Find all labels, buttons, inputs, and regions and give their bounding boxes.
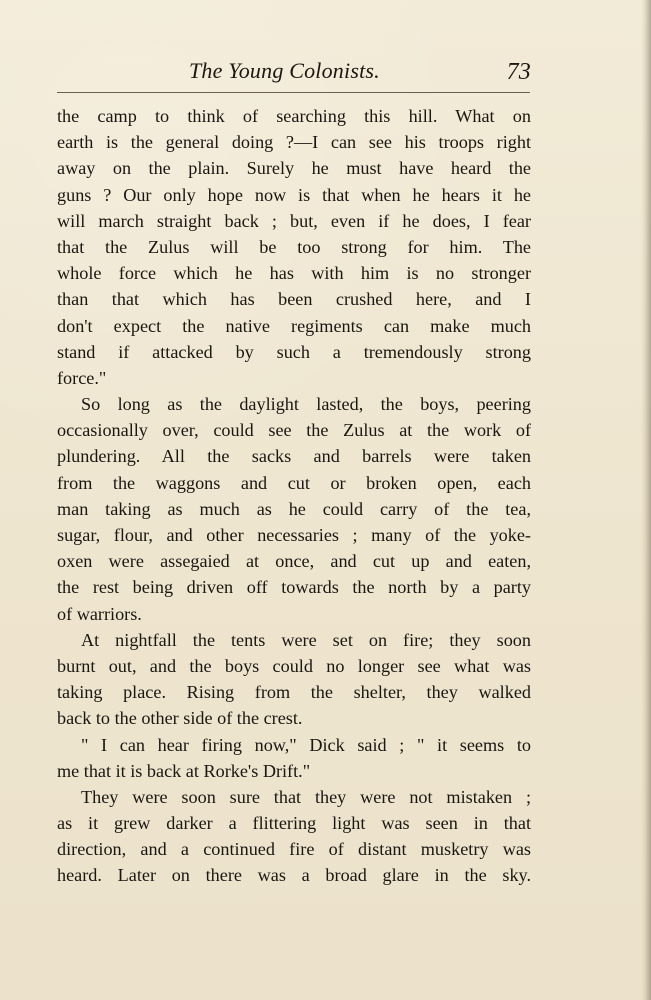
book-title: The Young Colonists.: [189, 58, 380, 83]
text-line: the rest being driven off towards the north by a party: [57, 577, 531, 598]
text-line: guns ? Our only hope now is that when he hears it he: [57, 184, 531, 205]
text-line: as it grew darker a flittering light was seen in that: [57, 813, 531, 834]
page-edge-shadow: [641, 0, 651, 1000]
text-line: So long as the daylight lasted, the boys, peering: [81, 394, 531, 415]
running-head: [57, 50, 537, 90]
header-rule: [57, 92, 530, 93]
text-line: taking place. Rising from the shelter, they walked: [57, 682, 531, 703]
text-line: occasionally over, could see the Zulus at the work of: [57, 420, 531, 441]
text-line: They were soon sure that they were not mistaken ;: [81, 786, 531, 807]
text-line: away on the plain. Surely he must have heard the: [57, 158, 531, 179]
text-line: force.": [57, 367, 107, 388]
text-line: me that it is back at Rorke's Drift.": [57, 760, 311, 781]
text-line: back to the other side of the crest.: [57, 708, 303, 729]
text-line: than that which has been crushed here, and I: [57, 289, 531, 310]
text-line: whole force which he has with him is no stronger: [57, 263, 531, 284]
text-line: burnt out, and the boys could no longer see what was: [57, 655, 531, 676]
text-line: don't expect the native regiments can make much: [57, 315, 531, 336]
text-line: that the Zulus will be too strong for him. The: [57, 236, 531, 257]
text-line: " I can hear firing now," Dick said ; " it seems to: [81, 734, 531, 755]
text-line: of warriors.: [57, 603, 142, 624]
text-line: the camp to think of searching this hill. What on: [57, 106, 531, 126]
text-line: sugar, flour, and other necessaries ; many of the yoke-: [57, 525, 531, 545]
text-line: stand if attacked by such a tremendously strong: [57, 341, 531, 362]
text-line: man taking as much as he could carry of the tea,: [57, 498, 531, 519]
text-line: heard. Later on there was a broad glare in the sky.: [57, 865, 531, 886]
text-line: earth is the general doing ?—I can see his troops right: [57, 132, 531, 153]
text-line: oxen were assegaied at once, and cut up and eaten,: [57, 551, 531, 572]
page-text: [57, 103, 531, 889]
text-line: At nightfall the tents were set on fire; they soon: [81, 629, 531, 650]
text-line: from the waggons and cut or broken open, each: [57, 472, 531, 493]
text-line: plundering. All the sacks and barrels were taken: [57, 446, 531, 467]
text-line: direction, and a continued fire of distant musketry was: [57, 839, 531, 860]
text-line: will march straight back ; but, even if he does, I fear: [57, 210, 531, 231]
page-number: 73: [506, 59, 531, 85]
